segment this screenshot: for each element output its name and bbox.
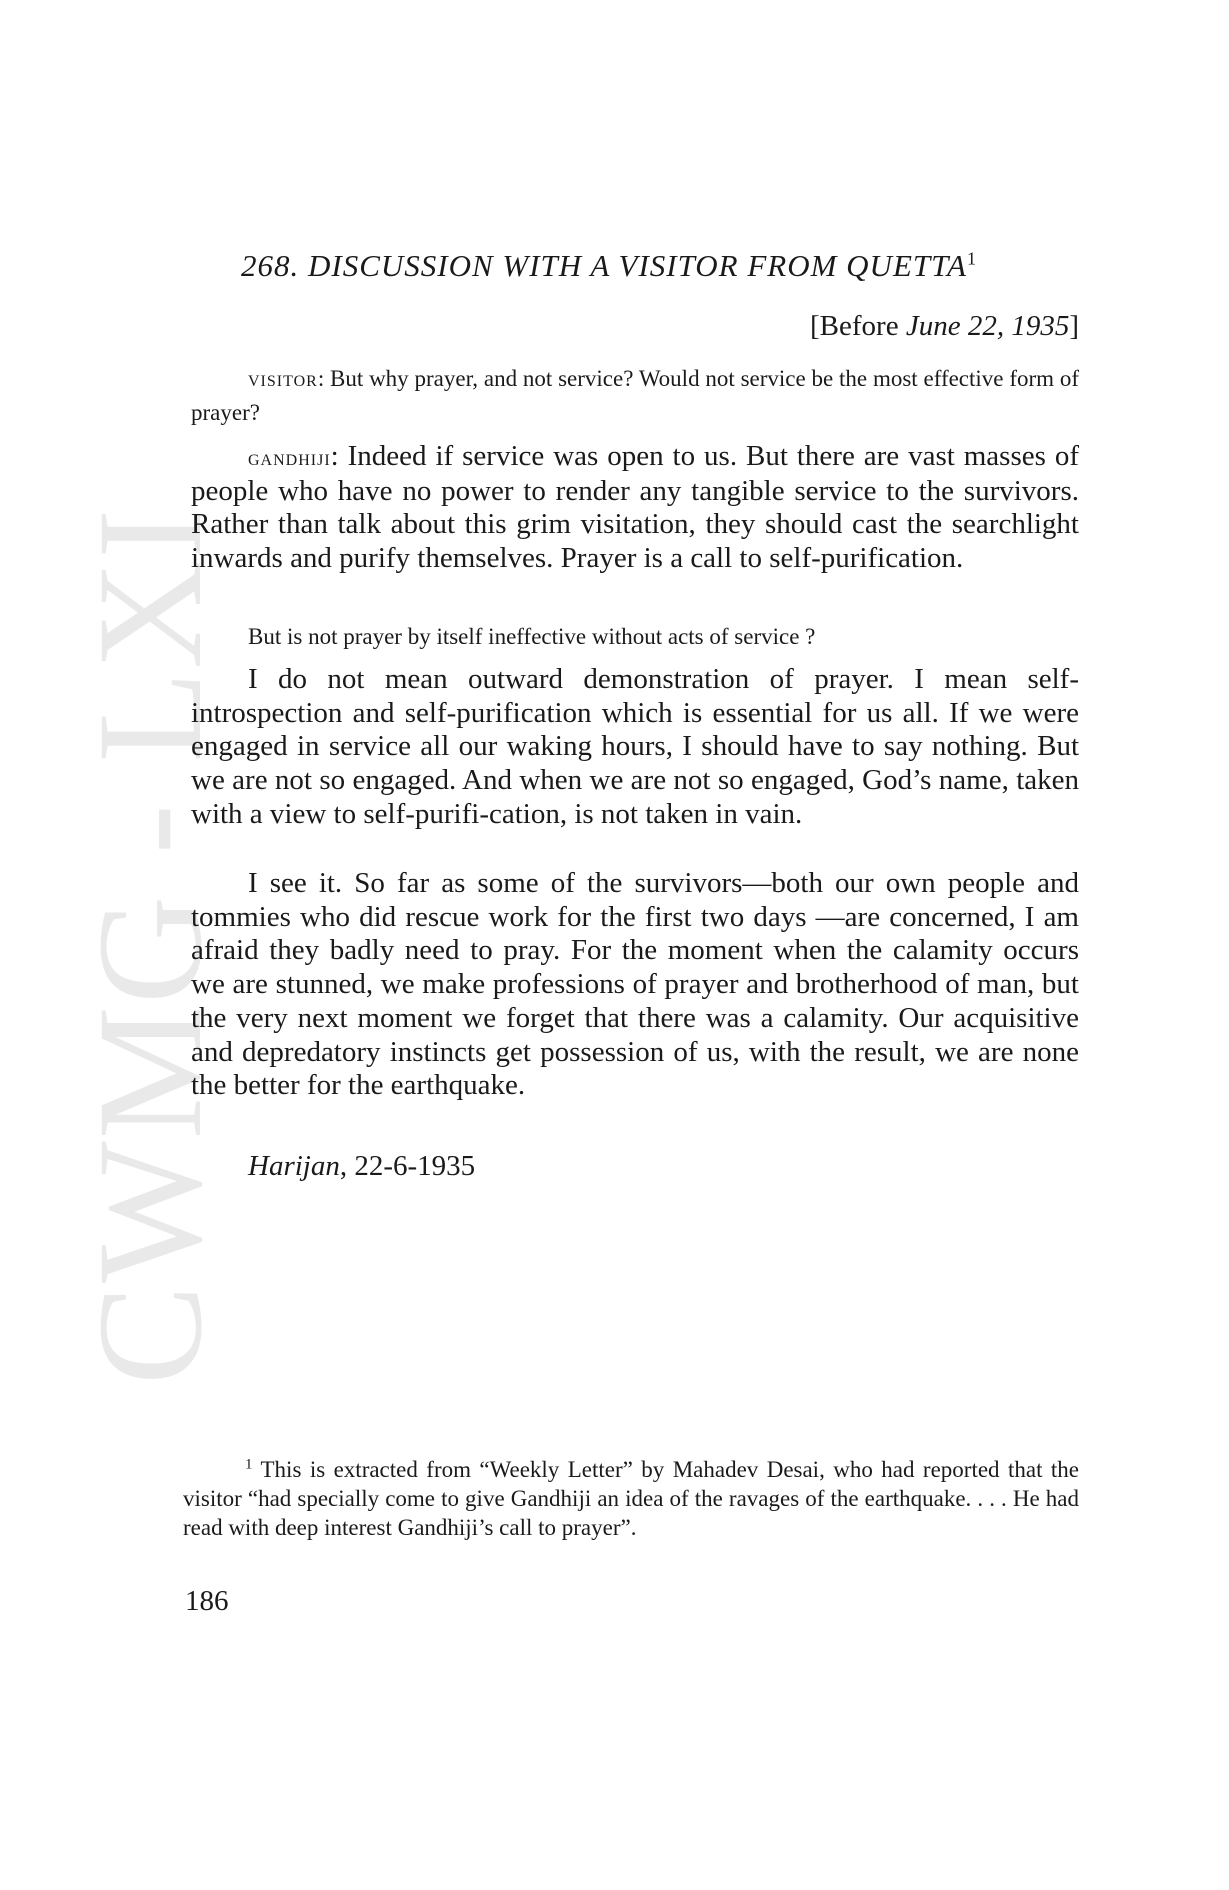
visitor-question-1 bbox=[191, 362, 1079, 430]
gandhi-answer-3: I see it. So far as some of the survivors—both our own people and tommies who did rescue work for the first two days —are concerned, I am afraid they badly need to pray. For the moment when the calamity occurs we are stunned, we make professions of prayer and brotherhood of man, but the very next moment we forget that there was a calamity. Our acquisitive and depredatory instincts get possession of us, with the result, we are none the better for the earthquake. bbox=[191, 867, 1079, 1102]
page-number: 186 bbox=[185, 1585, 229, 1617]
gandhi-answer-2: I do not mean outward demonstration of prayer. I mean self-introspection and self-purification which is essential for us all. If we were engaged in service all our waking hours, I should have to say nothing. But we are not so engaged. And when we are not so engaged, God’s name, taken with a view to self-purifi-cation, is not taken in vain. bbox=[191, 663, 1079, 830]
visitor-question-1-text: : But why prayer, and not service? Would not service be the most effective form of prayer? bbox=[191, 366, 1079, 425]
dateline-date: June 22, 1935 bbox=[905, 310, 1070, 342]
visitor-question-2: But is not prayer by itself ineffective without acts of service ? bbox=[248, 624, 816, 649]
dateline-open: [Before bbox=[810, 310, 906, 342]
source-date: , 22-6-1935 bbox=[339, 1150, 476, 1182]
footnote bbox=[183, 1455, 1079, 1542]
dateline bbox=[810, 310, 1079, 343]
article-number: 268. bbox=[241, 248, 300, 283]
footnote-mark: 1 bbox=[245, 1456, 253, 1473]
watermark bbox=[67, 505, 233, 1385]
watermark-text: CWMG - LXI bbox=[67, 506, 233, 1385]
visitor-speaker-label: visitor bbox=[248, 366, 318, 391]
dateline-close: ] bbox=[1069, 310, 1079, 342]
source-citation bbox=[248, 1150, 475, 1183]
footnote-text: This is extracted from “Weekly Letter” by Mahadev Desai, who had reported that the visitor “had specially come to give Gandhiji an idea of the ravages of the earthquake. . . . He had read with deep interest Gandhiji’s call to prayer”. bbox=[183, 1457, 1079, 1540]
source-publication: Harijan bbox=[248, 1150, 340, 1182]
title-footnote-mark: 1 bbox=[967, 248, 977, 269]
article-title bbox=[241, 248, 977, 284]
article-title-text: DISCUSSION WITH A VISITOR FROM QUETTA bbox=[308, 248, 967, 283]
gandhi-speaker-label: gandhiji bbox=[248, 445, 331, 470]
gandhi-answer-1-text: : Indeed if service was open to us. But there are vast masses of people who have no power to render any tangible service to the survivors. Rather than talk about this grim visitation, they should cast the searchlight inwards and purify themselves. Prayer is a call to self-purification. bbox=[191, 440, 1079, 575]
gandhi-answer-1 bbox=[191, 440, 1079, 576]
